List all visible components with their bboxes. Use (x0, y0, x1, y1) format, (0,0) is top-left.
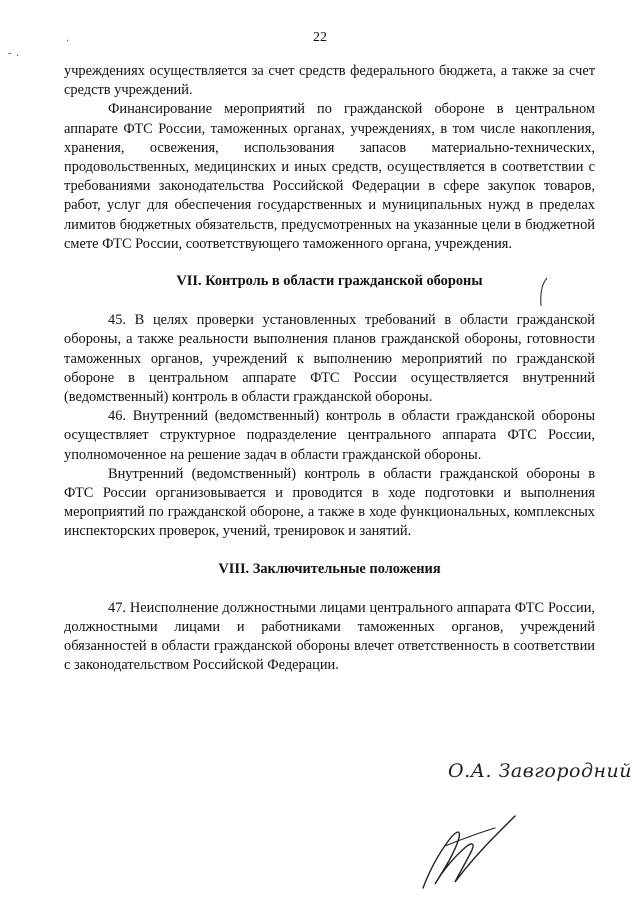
document-body (64, 62, 595, 676)
paragraph-46-control: Внутренний (ведомственный) контроль в области гражданской обороны в ФТС России организовывается и проводится в ходе подготовки и выполнения мероприятий по гражданской обороне, а также в ходе функциональных, комплексных инспекторских проверок, учений, тренировок и занятий. (64, 465, 595, 540)
paragraph-financing-continuation: учреждениях осуществляется за счет средств федерального бюджета, а также за счет средств учреждений. (64, 63, 595, 99)
scan-dash: - . (8, 48, 19, 59)
paragraph-47: 47. Неисполнение должностными лицами центрального аппарата ФТС России, должностными лицами и работниками таможенных органов, учреждений обязанностей в области гражданской обороны влечет ответственность в соответствии с законодательством Российской Федерации. (64, 599, 595, 674)
margin-pen-stroke-icon (536, 276, 550, 310)
handwritten-name: О.А. Завгородний (448, 760, 632, 782)
handwritten-signature-icon (415, 812, 525, 892)
scan-dot: · (66, 36, 70, 47)
section-heading-vii: VII. Контроль в области гражданской обороны (176, 273, 483, 290)
paragraph-45: 45. В целях проверки установленных требований в области гражданской обороны, а также реальности выполнения планов гражданской обороны, готовности таможенных органов, учреждений к выполнению мероприятий по гражданской обороне в центральном аппарате ФТС России осуществляется внутренний (ведомственный) контроль в области гражданской обороны. (64, 312, 595, 406)
paragraph-financing: Финансирование мероприятий по гражданской обороне в центральном аппарате ФТС России, таможенных органах, учреждениях, в том числе накопления, хранения, освежения, использования запасов материально-технических, продовольственных, медицинских и иных средств, осуществляется в соответствии с требованиями законодательства Российской Федерации в сфере закупок товаров, работ, услуг для обеспечения государственных и муниципальных нужд в пределах лимитов бюджетных обязательств, предусмотренных на указанные цели в бюджетной смете ФТС России, соответствующего таможенного органа, учреждения. (64, 101, 595, 252)
paragraph-46: 46. Внутренний (ведомственный) контроль в области гражданской обороны осуществляет структурное подразделение центрального аппарата ФТС России, уполномоченное на решение задач в области гражданской обороны. (64, 408, 595, 463)
page-number: 22 (313, 30, 327, 45)
section-heading-viii: VIII. Заключительные положения (218, 560, 441, 577)
